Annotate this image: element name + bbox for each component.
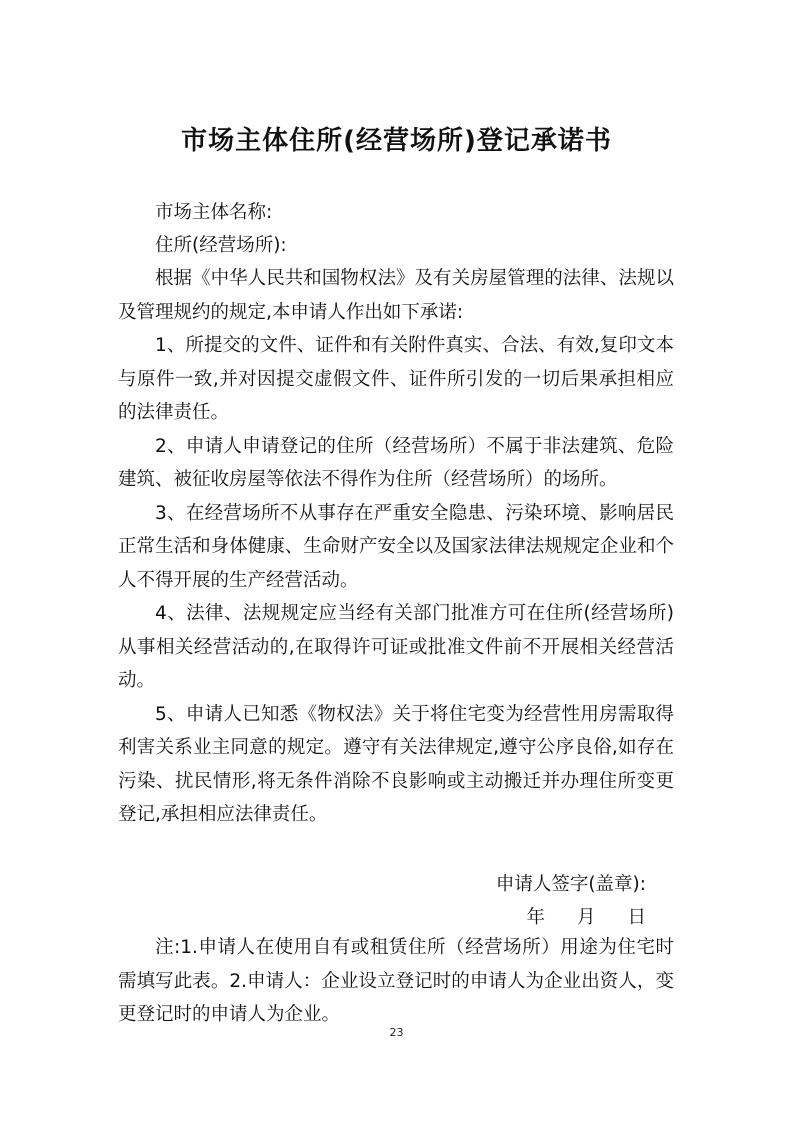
note-text: 注:1.申请人在使用自有或租赁住所（经营场所）用途为住宅时需填写此表。2.申请人：企业设立登记时的申请人为企业出资人，变更登记时的申请人为企业。 [118, 937, 674, 1025]
commitment-4: 4、法律、法规规定应当经有关部门批准方可在住所(经营场所)从事相关经营活动的,在取得许可证或批准文件前不开展相关经营活动。 [118, 603, 674, 691]
date-month: 月 [576, 907, 596, 928]
signature-date [118, 901, 646, 934]
address-label: 住所(经营场所): [155, 235, 287, 256]
commitment-1: 1、所提交的文件、证件和有关附件真实、合法、有效,复印文本与原件一致,并对因提交虚假文件、证件所引发的一切后果承担相应的法律责任。 [118, 335, 674, 423]
commitment-5: 5、申请人已知悉《物权法》关于将住宅变为经营性用房需取得利害关系业主同意的规定。遵守有关法律规定,遵守公序良俗,如存在污染、扰民情形,将无条件消除不良影响或主动搬迁并办理住所变更登记,承担相应法律责任。 [118, 703, 674, 825]
date-year: 年 [526, 907, 545, 928]
note-block [118, 931, 674, 1032]
commitment-2: 2、申请人申请登记的住所（经营场所）不属于非法建筑、危险建筑、被征收房屋等依法不得作为住所（经营场所）的场所。 [118, 435, 674, 490]
signature-label: 申请人签字(盖章): [495, 874, 646, 895]
document-body [118, 196, 674, 832]
date-day: 日 [627, 907, 646, 928]
signature-block [118, 868, 646, 934]
document-title: 市场主体住所(经营场所)登记承诺书 [181, 126, 612, 156]
intro-paragraph: 根据《中华人民共和国物权法》及有关房屋管理的法律、法规以及管理规约的规定,本申请人作出如下承诺: [118, 268, 674, 323]
entity-name-label: 市场主体名称: [155, 202, 273, 223]
commitment-3: 3、在经营场所不从事存在严重安全隐患、污染环境、影响居民正常生活和身体健康、生命财产安全以及国家法律法规规定企业和个人不得开展的生产经营活动。 [118, 502, 674, 591]
page-number: 23 [389, 1026, 404, 1039]
